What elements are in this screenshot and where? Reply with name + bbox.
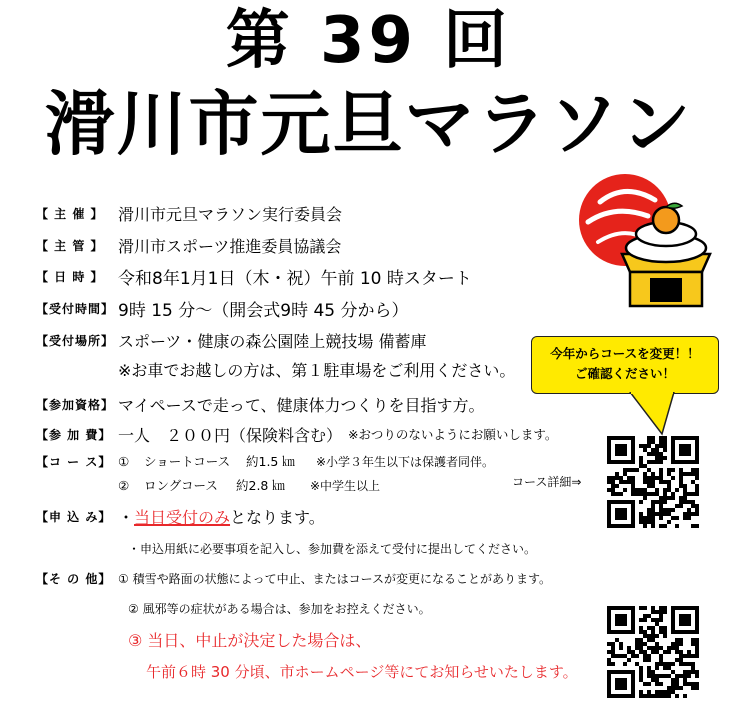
info-row-fee: [36, 421, 557, 447]
row-label: 【受付時間】: [36, 301, 115, 316]
course-row-short: [36, 448, 494, 474]
apply-note-row: [128, 535, 536, 561]
row-value: ※お車でお越しの方は、第１駐車場をご利用ください。: [118, 360, 516, 380]
row-label: 【 主 催 】: [36, 206, 104, 221]
row-label: 【参 加 費】: [36, 427, 112, 442]
row-value: 令和8年1月1日（木・祝）午前 10 時スタート: [118, 268, 472, 289]
course-name: ショートコース: [144, 454, 231, 469]
info-row-reception-place: [36, 327, 426, 353]
row-label: 【 主 管 】: [36, 238, 104, 253]
event-title: 第 39 回: [225, 4, 512, 78]
course-change-bubble: [531, 336, 719, 394]
row-label: 【参加資格】: [36, 397, 115, 412]
course-qr-code[interactable]: [607, 436, 699, 528]
apply-after: となります。: [230, 507, 325, 527]
homepage-qr-code[interactable]: [607, 606, 699, 698]
mikan-orange-icon: [653, 207, 679, 233]
bubble-tail: [628, 392, 678, 436]
apply-highlight: 当日受付のみ: [134, 507, 231, 527]
other-row-1: [36, 565, 551, 591]
info-row-eligibility: [36, 391, 485, 417]
row-label: 【そ の 他】: [36, 571, 112, 586]
course-note: ※小学３年生以下は保護者同伴。: [316, 454, 495, 469]
other-row-2: [128, 595, 431, 621]
info-row-manager: [36, 232, 341, 258]
row-value: スポーツ・健康の森公園陸上競技場 備蓄庫: [118, 331, 427, 351]
bubble-line-1: 今年からコースを変更！！: [550, 346, 700, 361]
row-label: 【 日 時 】: [36, 269, 104, 284]
other-row-3: [128, 626, 371, 652]
apply-row: [36, 503, 325, 529]
course-number: ②: [118, 477, 130, 493]
course-number: ①: [118, 453, 130, 469]
row-label: 【コ ー ス】: [36, 454, 112, 469]
other-item-1: ① 積雪や路面の状態によって中止、またはコースが変更になることがあります。: [118, 571, 552, 586]
course-row-long: [36, 472, 380, 498]
row-label: 【受付場所】: [36, 333, 115, 348]
other-item-3-line1: ③ 当日、中止が決定した場合は、: [128, 630, 372, 650]
info-row-organizer: [36, 200, 342, 226]
row-value: 滑川市元旦マラソン実行委員会: [118, 204, 343, 224]
info-row-reception-time: [36, 295, 409, 321]
event-name: 滑川市元旦マラソン: [44, 83, 693, 165]
row-value: 滑川市スポーツ推進委員協議会: [118, 236, 342, 256]
course-name: ロングコース: [144, 478, 218, 493]
apply-bullet: ・: [118, 507, 135, 527]
other-item-3-line2: 午前６時 30 分頃、市ホームページ等にてお知らせいたします。: [146, 662, 578, 681]
fee-note: ※おつりのないようにお願いします。: [348, 427, 558, 442]
course-distance: 約1.5 ㎞: [246, 454, 295, 469]
info-row-parking-note: [36, 356, 515, 382]
row-value: 9時 15 分～（開会式9時 45 分から）: [118, 300, 409, 321]
row-label: 【申 込 み】: [36, 509, 112, 524]
kagami-mochi-illustration: [570, 172, 720, 322]
apply-note: ・申込用紙に必要事項を記入し、参加費を添えて受付に提出してください。: [128, 541, 537, 556]
other-item-2: ② 風邪等の症状がある場合は、参加をお控えください。: [128, 601, 431, 616]
info-row-datetime: [36, 263, 472, 289]
course-detail-link[interactable]: コース詳細⇒: [512, 475, 582, 489]
course-note: ※中学生以上: [310, 478, 381, 493]
course-distance: 約2.8 ㎞: [236, 478, 285, 493]
row-value: 一人 ２００円（保険料含む）: [118, 425, 343, 445]
other-row-3b: [146, 658, 578, 684]
row-value: マイペースで走って、健康体力つくりを目指す方。: [118, 395, 485, 415]
bubble-line-2: ご確認ください！: [574, 366, 675, 381]
